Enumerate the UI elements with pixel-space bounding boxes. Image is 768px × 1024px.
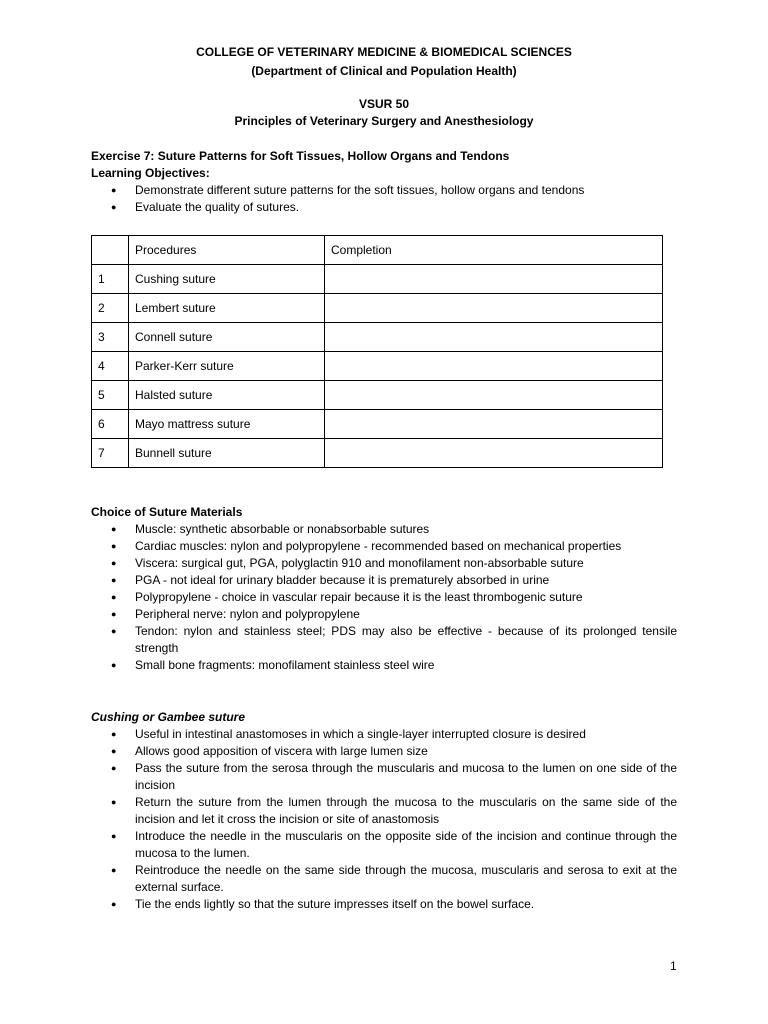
list-item: ● Cardiac muscles: nylon and polypropylene - recommended based on mechanical properties — [91, 538, 677, 555]
page-number: 1 — [670, 959, 677, 973]
list-item: ● Small bone fragments: monofilament stainless steel wire — [91, 657, 677, 674]
row-procedure: Connell suture — [129, 323, 325, 352]
table-row — [92, 294, 663, 323]
row-completion[interactable] — [325, 381, 663, 410]
row-procedure: Lembert suture — [129, 294, 325, 323]
list-item: ● Polypropylene - choice in vascular repair because it is the least thrombogenic suture — [91, 589, 677, 606]
row-number: 6 — [92, 410, 129, 439]
list-item: ● Allows good apposition of viscera with large lumen size — [91, 743, 677, 760]
row-procedure: Halsted suture — [129, 381, 325, 410]
list-item: ● Viscera: surgical gut, PGA, polyglactin 910 and monofilament non-absorbable suture — [91, 555, 677, 572]
objectives-heading: Learning Objectives: — [91, 166, 210, 180]
row-number: 5 — [92, 381, 129, 410]
cushing-list — [91, 726, 677, 913]
row-number: 4 — [92, 352, 129, 381]
course-code: VSUR 50 — [358, 97, 410, 111]
row-procedure: Bunnell suture — [129, 439, 325, 468]
list-item: ● Return the suture from the lumen through the mucosa to the muscularis on the same side of the incision and let it cross the incision or site of anastomosis — [91, 794, 677, 828]
list-item: ● Demonstrate different suture patterns for the soft tissues, hollow organs and tendons — [91, 182, 677, 199]
table-row — [92, 323, 663, 352]
row-procedure: Cushing suture — [129, 265, 325, 294]
row-completion[interactable] — [325, 294, 663, 323]
materials-list — [91, 521, 677, 674]
table-row — [92, 410, 663, 439]
course-title: Principles of Veterinary Surgery and Anesthesiology — [234, 114, 534, 128]
list-item: ● Introduce the needle in the muscularis on the opposite side of the incision and continue through the mucosa to the lumen. — [91, 828, 677, 862]
cushing-heading: Cushing or Gambee suture — [91, 710, 246, 724]
list-item: ● Useful in intestinal anastomoses in which a single-layer interrupted closure is desired — [91, 726, 677, 743]
row-completion[interactable] — [325, 439, 663, 468]
list-item: ● Pass the suture from the serosa through the muscularis and mucosa to the lumen on one side of the incision — [91, 760, 677, 794]
row-number: 2 — [92, 294, 129, 323]
materials-heading: Choice of Suture Materials — [91, 505, 243, 519]
college-name: COLLEGE OF VETERINARY MEDICINE & BIOMEDICAL SCIENCES — [196, 45, 572, 59]
table-row — [92, 439, 663, 468]
row-procedure: Mayo mattress suture — [129, 410, 325, 439]
row-number: 7 — [92, 439, 129, 468]
list-item: ● PGA - not ideal for urinary bladder because it is prematurely absorbed in urine — [91, 572, 677, 589]
list-item: ● Muscle: synthetic absorbable or nonabsorbable sutures — [91, 521, 677, 538]
list-item: ● Tendon: nylon and stainless steel; PDS may also be effective - because of its prolonged tensile strength — [91, 623, 677, 657]
row-completion[interactable] — [325, 410, 663, 439]
row-procedure: Parker-Kerr suture — [129, 352, 325, 381]
header-cell-num — [92, 236, 129, 265]
header-cell-procedures: Procedures — [129, 236, 325, 265]
table-row — [92, 265, 663, 294]
table-header-row — [92, 236, 663, 265]
header-cell-completion: Completion — [325, 236, 663, 265]
department-name: (Department of Clinical and Population Health) — [251, 64, 517, 78]
row-completion[interactable] — [325, 323, 663, 352]
list-item: ● Reintroduce the needle on the same side through the mucosa, muscularis and serosa to exit at the external surface. — [91, 862, 677, 896]
row-completion[interactable] — [325, 352, 663, 381]
row-completion[interactable] — [325, 265, 663, 294]
row-number: 1 — [92, 265, 129, 294]
table-row — [92, 352, 663, 381]
list-item: ● Tie the ends lightly so that the suture impresses itself on the bowel surface. — [91, 896, 677, 913]
list-item: ● Peripheral nerve: nylon and polypropylene — [91, 606, 677, 623]
table-row — [92, 381, 663, 410]
list-item: ● Evaluate the quality of sutures. — [91, 199, 677, 216]
objectives-list — [91, 182, 677, 216]
exercise-title: Exercise 7: Suture Patterns for Soft Tissues, Hollow Organs and Tendons — [91, 149, 510, 163]
row-number: 3 — [92, 323, 129, 352]
procedures-table — [91, 235, 663, 468]
